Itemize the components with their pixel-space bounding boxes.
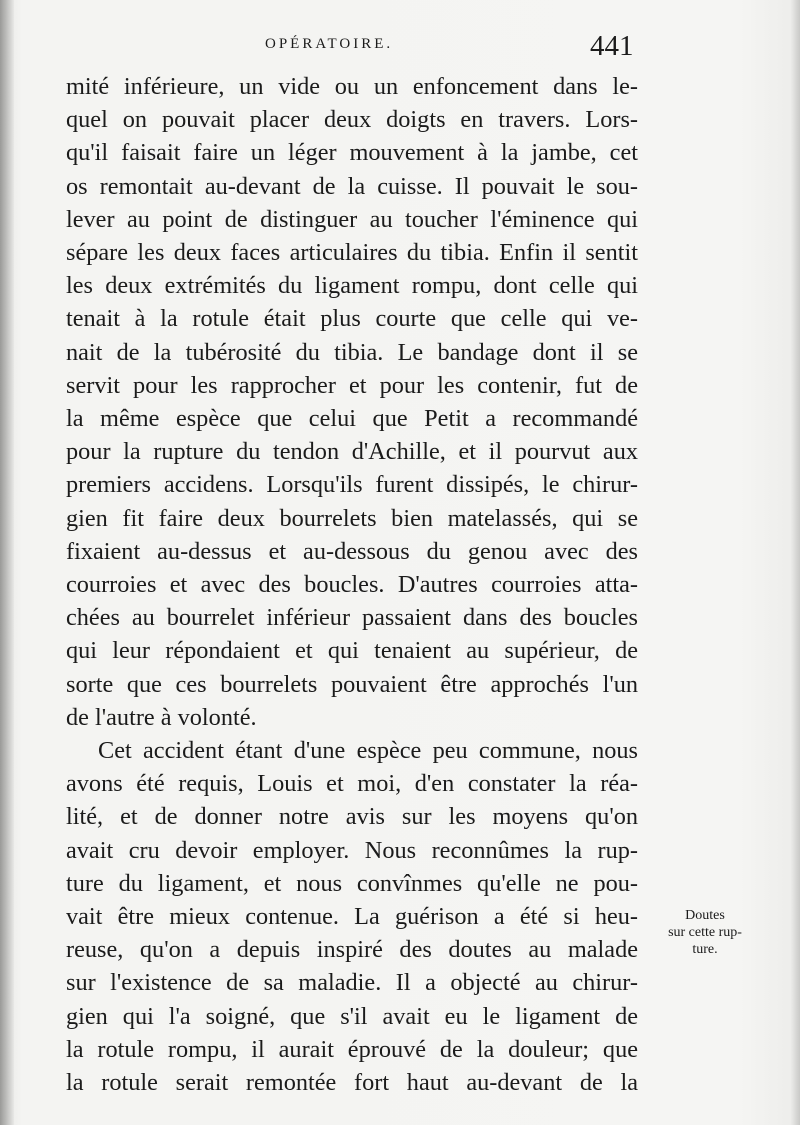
marginal-note (650, 907, 760, 958)
page-edge-shadow (790, 0, 800, 1125)
marginal-note-line: ture. (692, 942, 718, 957)
text-line: os remontait au-devant de la cuisse. Il pouvait le sou- (66, 172, 638, 200)
text-line: gien qui l'a soigné, que s'il avait eu le ligament de (66, 1002, 638, 1030)
text-line: qu'il faisait faire un léger mouvement à la jambe, cet (66, 139, 638, 167)
text-line: tenait à la rotule était plus courte que celle qui ve- (66, 305, 638, 333)
marginal-note-line: Doutes (685, 908, 725, 923)
text-line: pour la rupture du tendon d'Achille, et il pourvut aux (66, 438, 638, 466)
running-head: OPÉRATOIRE. (265, 36, 394, 52)
page-number: 441 (590, 30, 634, 62)
text-line: servit pour les rapprocher et pour les contenir, fut de (66, 371, 638, 399)
marginal-note-line: sur cette rup- (668, 925, 742, 940)
text-line: premiers accidens. Lorsqu'ils furent dissipés, le chirur- (66, 471, 638, 499)
page-gutter-shadow (0, 0, 14, 1125)
text-line: fixaient au-dessus et au-dessous du genou avec des (66, 537, 638, 565)
text-line: sur l'existence de sa maladie. Il a objecté au chirur- (66, 969, 638, 997)
text-line: sorte que ces bourrelets pouvaient être approchés l'un (66, 670, 638, 698)
text-line: reuse, qu'on a depuis inspiré des doutes au malade (66, 936, 638, 964)
text-line: lever au point de distinguer au toucher l'éminence qui (66, 205, 638, 233)
text-line: sépare les deux faces articulaires du tibia. Enfin il sentit (66, 239, 638, 267)
text-line: la même espèce que celui que Petit a recommandé (66, 405, 638, 433)
text-line: lité, et de donner notre avis sur les moyens qu'on (66, 803, 638, 831)
text-line: la rotule rompu, il aurait éprouvé de la douleur; que (66, 1035, 638, 1063)
paragraph-start-line: Cet accident étant d'une espèce peu commune, nous (98, 737, 638, 765)
text-line: avait cru devoir employer. Nous reconnûmes la rup- (66, 836, 638, 864)
text-line: courroies et avec des boucles. D'autres courroies atta- (66, 571, 638, 599)
text-line: nait de la tubérosité du tibia. Le bandage dont il se (66, 338, 638, 366)
text-line: chées au bourrelet inférieur passaient dans des boucles (66, 604, 638, 632)
text-line: vait être mieux contenue. La guérison a été si heu- (66, 903, 638, 931)
text-line: la rotule serait remontée fort haut au-devant de la (66, 1069, 638, 1097)
text-line: ture du ligament, et nous convînmes qu'elle ne pou- (66, 869, 638, 897)
body-text (66, 70, 638, 1099)
text-line: les deux extrémités du ligament rompu, dont celle qui (66, 272, 638, 300)
paragraph-end-line: de l'autre à volonté. (66, 703, 257, 731)
text-line: qui leur répondaient et qui tenaient au supérieur, de (66, 637, 638, 665)
text-line: mité inférieure, un vide ou un enfoncement dans le- (66, 73, 638, 100)
text-line: gien fit faire deux bourrelets bien matelassés, qui se (66, 504, 638, 532)
text-line: quel on pouvait placer deux doigts en travers. Lors- (66, 106, 638, 134)
text-line: avons été requis, Louis et moi, d'en constater la réa- (66, 770, 638, 798)
